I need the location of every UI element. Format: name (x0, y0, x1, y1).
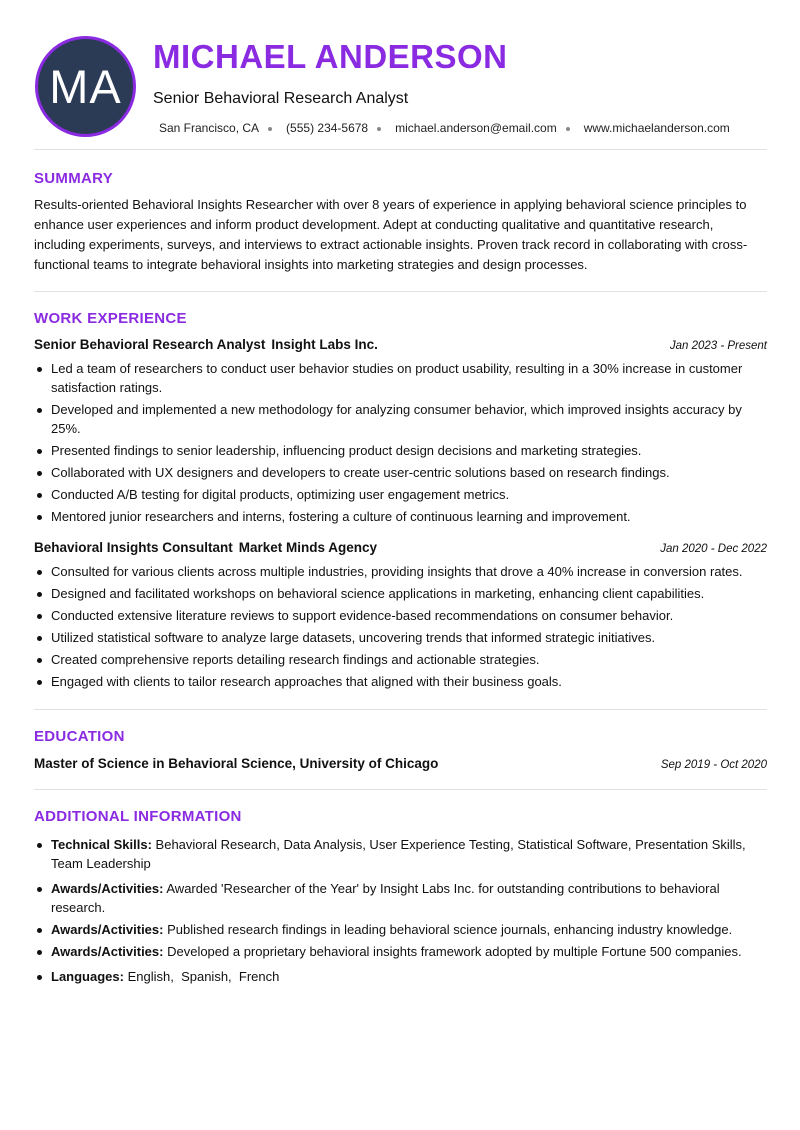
info-text: Developed a proprietary behavioral insights framework adopted by multiple Fortune 500 companies. (167, 944, 742, 959)
list-item: Utilized statistical software to analyze large datasets, uncovering trends that informed strategic initiatives. (34, 628, 767, 647)
education-degree: Master of Science in Behavioral Science, University of Chicago (34, 756, 439, 771)
info-label: Awards/Activities: (51, 944, 164, 959)
list-item: Presented findings to senior leadership, influencing product design decisions and marketing strategies. (34, 441, 767, 460)
info-label: Awards/Activities: (51, 922, 164, 937)
education-section (34, 710, 767, 790)
list-item: Engaged with clients to tailor research approaches that aligned with their business goals. (34, 672, 767, 691)
info-text: Published research findings in leading behavioral science journals, enhancing industry knowledge. (167, 922, 733, 937)
list-item: Consulted for various clients across multiple industries, providing insights that drove a 40% increase in conversion rates. (34, 562, 767, 581)
section-heading: SUMMARY (34, 170, 114, 187)
section-heading: WORK EXPERIENCE (34, 310, 187, 327)
job-bullets (34, 359, 767, 526)
additional-section (34, 790, 767, 986)
summary-text: Results-oriented Behavioral Insights Researcher with over 8 years of experience in applying behavioral science principles to enhance user experiences and inform product development. Adept at conducting qualitative and quantitative research, including experiments, surveys, and interviews to extract actionable insights. Proven track record in collaborating with cross-functional teams to integrate behavioral insights into marketing strategies and design processes. (34, 197, 748, 272)
job-bullets (34, 562, 767, 691)
resume-header (34, 0, 767, 150)
separator-dot-icon (377, 127, 381, 131)
separator-dot-icon (268, 127, 272, 131)
avatar (35, 36, 136, 137)
list-item (34, 942, 767, 961)
job-role-line (34, 540, 377, 555)
section-heading: ADDITIONAL INFORMATION (34, 808, 242, 825)
info-text: Behavioral Research, Data Analysis, User Experience Testing, Statistical Software, Presentation Skills, Team Leadership (51, 837, 746, 871)
contact-phone: (555) 234-5678 (286, 121, 369, 135)
list-item: Created comprehensive reports detailing research findings and actionable strategies. (34, 650, 767, 669)
separator-dot-icon (566, 127, 570, 131)
info-label: Technical Skills: (51, 837, 152, 852)
info-text: Awarded 'Researcher of the Year' by Insight Labs Inc. for outstanding contributions to behavioral research. (51, 881, 720, 915)
contact-row (159, 121, 730, 135)
info-label: Languages: (51, 969, 124, 984)
job-company: Market Minds Agency (238, 540, 378, 555)
list-item: Conducted A/B testing for digital products, optimizing user engagement metrics. (34, 485, 767, 504)
list-item: Designed and facilitated workshops on behavioral science applications in marketing, enhancing client capabilities. (34, 584, 767, 603)
job-company: Insight Labs Inc. (271, 337, 378, 352)
info-text: English, Spanish, French (127, 969, 280, 984)
list-item: Conducted extensive literature reviews to support evidence-based recommendations on consumer behavior. (34, 606, 767, 625)
list-item (34, 879, 767, 917)
education-dates: Sep 2019 - Oct 2020 (660, 759, 767, 771)
contact-email[interactable]: michael.anderson@email.com (395, 121, 557, 135)
job-entry (34, 540, 767, 691)
job-role-line (34, 337, 378, 352)
job-role: Senior Behavioral Research Analyst (34, 337, 266, 352)
education-entry (34, 756, 767, 771)
candidate-name: MICHAEL ANDERSON (153, 38, 508, 75)
list-item (34, 835, 767, 873)
job-dates: Jan 2023 - Present (669, 340, 767, 352)
additional-list (34, 835, 767, 986)
list-item: Collaborated with UX designers and developers to create user-centric solutions based on research findings. (34, 463, 767, 482)
info-label: Awards/Activities: (51, 881, 164, 896)
experience-section (34, 292, 767, 710)
avatar-initials: MA (49, 60, 122, 113)
contact-website[interactable]: www.michaelanderson.com (583, 121, 730, 135)
job-entry (34, 337, 767, 526)
job-dates: Jan 2020 - Dec 2022 (660, 543, 767, 555)
list-item (34, 967, 767, 986)
job-role: Behavioral Insights Consultant (34, 540, 233, 555)
list-item: Mentored junior researchers and interns, fostering a culture of continuous learning and improvement. (34, 507, 767, 526)
contact-location: San Francisco, CA (159, 121, 260, 135)
job-header (34, 540, 767, 555)
list-item (34, 920, 767, 939)
list-item: Led a team of researchers to conduct user behavior studies on product usability, resulting in a 30% increase in customer satisfaction ratings. (34, 359, 767, 397)
job-header (34, 337, 767, 352)
summary-section (34, 150, 767, 292)
candidate-title: Senior Behavioral Research Analyst (153, 90, 409, 107)
section-heading: EDUCATION (34, 728, 125, 745)
list-item: Developed and implemented a new methodology for analyzing consumer behavior, which improved insights accuracy by 25%. (34, 400, 767, 438)
